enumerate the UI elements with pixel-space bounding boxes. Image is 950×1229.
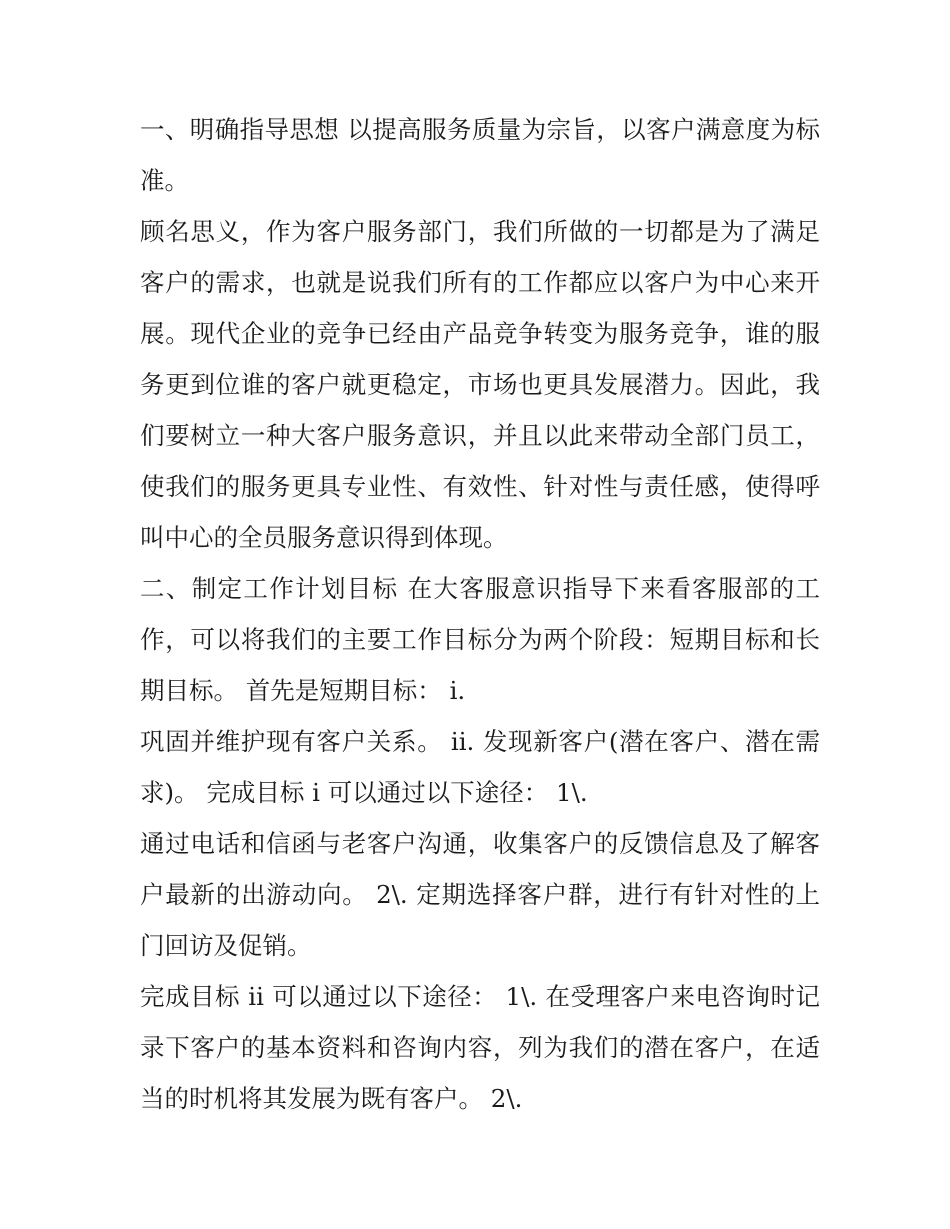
paragraph-customer-service-mission: 顾名思义，作为客户服务部门，我们所做的一切都是为了满足客户的需求，也就是说我们所有的工作都应以客户为中心来开展。现代企业的竞争已经由产品竞争转变为服务竞争，谁的服务更到位谁的客户就更稳定，市场也更具发展潜力。因此，我们要树立一种大客户服务意识，并且以此来带动全部门员工，使我们的服务更具专业性、有效性、针对性与责任感，使得呼叫中心的全员服务意识得到体现。 — [140, 217, 820, 552]
paragraph-short-term-goals: 巩固并维护现有客户关系。 ii. 发现新客户(潜在客户、潜在需求)。 完成目标 i 可以通过以下途径： 1\. — [140, 727, 820, 807]
paragraph-goal-ii-methods: 完成目标 ii 可以通过以下途径： 1\. 在受理客户来电咨询时记录下客户的基本资料和咨询内容，列为我们的潜在客户，在适当的时机将其发展为既有客户。 2\. — [140, 982, 820, 1113]
document-body — [140, 104, 820, 1124]
paragraph-guiding-principle: 一、明确指导思想 以提高服务质量为宗旨，以客户满意度为标准。 — [140, 115, 820, 195]
paragraph-work-plan-goals: 二、制定工作计划目标 在大客服意识指导下来看客服部的工作，可以将我们的主要工作目标分为两个阶段：短期目标和长期目标。 首先是短期目标： i. — [140, 574, 820, 705]
paragraph-goal-i-methods: 通过电话和信函与老客户沟通，收集客户的反馈信息及了解客户最新的出游动向。 2\. 定期选择客户群，进行有针对性的上门回访及促销。 — [140, 829, 820, 960]
